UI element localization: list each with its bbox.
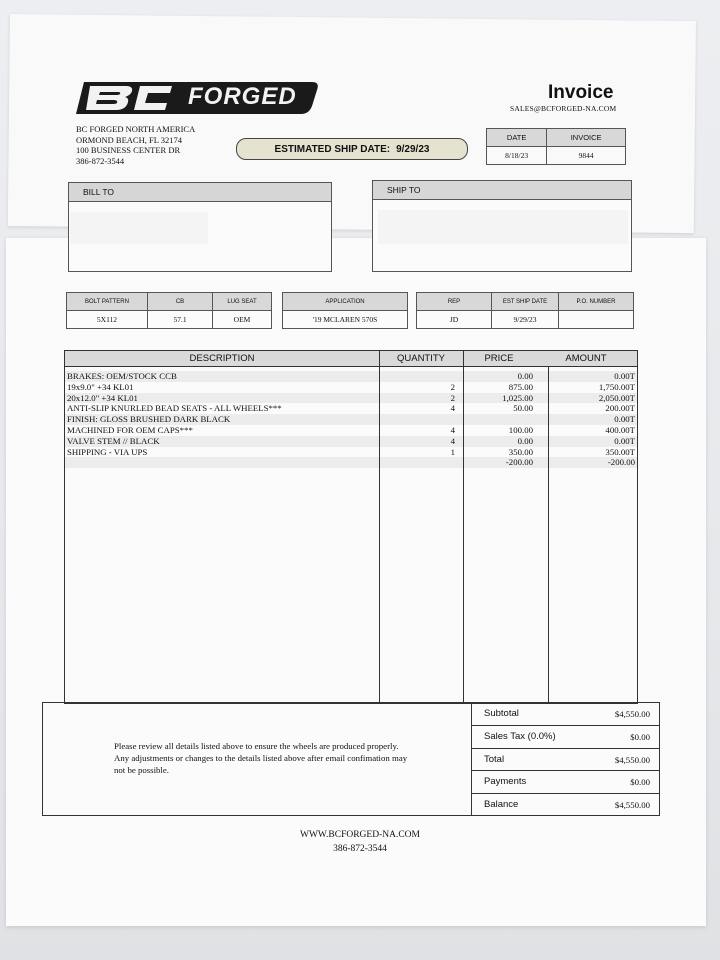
amount-header: AMOUNT [535, 351, 637, 367]
line-amount: 0.00T [614, 371, 635, 381]
cb-header: CB [148, 293, 213, 311]
bolt-pattern-value: 5X112 [67, 311, 148, 329]
bill-to-label: BILL TO [69, 183, 331, 202]
estimated-ship-date [236, 138, 468, 160]
line-quantity: 1 [450, 446, 455, 457]
totals-value: $0.00 [630, 777, 650, 788]
ship-to-label: SHIP TO [373, 181, 631, 200]
divider [463, 351, 464, 703]
line-amount: 2,050.00T [598, 392, 635, 403]
line-items-table [64, 350, 638, 704]
invoice-number: 9844 [547, 147, 626, 165]
totals-label: Total [484, 753, 505, 765]
totals-row-payments [471, 770, 660, 793]
terms-note: Please review all details listed above to ensure the wheels are produced properly. Any adjustments or changes to the details listed above after email confimation may not be possible. [114, 741, 408, 775]
totals-value: $4,550.00 [614, 799, 650, 810]
line-price: 350.00 [508, 446, 533, 457]
divider [548, 367, 549, 703]
order-meta-table [416, 292, 634, 329]
table-row [65, 425, 637, 436]
line-price: 50.00 [513, 403, 533, 414]
totals-label: Sales Tax (0.0%) [484, 731, 556, 743]
line-quantity: 4 [450, 403, 455, 414]
totals-row-total [471, 748, 660, 771]
line-description: 20x12.0" +34 KL01 [67, 392, 138, 403]
line-price: 1,025.00 [502, 392, 533, 403]
line-amount: 200.00T [605, 403, 635, 414]
line-quantity: 2 [450, 392, 455, 403]
description-header: DESCRIPTION [65, 351, 379, 367]
price-header: PRICE [463, 351, 535, 367]
rep-header: REP [417, 293, 492, 311]
po-number-header: P.O. NUMBER [559, 293, 634, 311]
totals-label: Subtotal [484, 708, 519, 719]
company-name: BC FORGED NORTH AMERICA [76, 124, 196, 134]
line-price: 100.00 [508, 425, 533, 435]
table-row [65, 403, 637, 414]
footer-website: WWW.BCFORGED-NA.COM [300, 830, 420, 840]
line-quantity: 4 [450, 435, 455, 446]
totals-label: Balance [484, 798, 519, 810]
date-invoice-box [486, 128, 626, 165]
totals-value: $4,550.00 [614, 709, 650, 719]
bill-to-redaction [70, 212, 208, 244]
wheel-spec-table [66, 292, 272, 329]
company-city: ORMOND BEACH, FL 32174 [76, 134, 182, 145]
cb-value: 57.1 [148, 311, 213, 329]
est-ship-label: ESTIMATED SHIP DATE: [274, 143, 391, 155]
bolt-pattern-header: BOLT PATTERN [67, 293, 148, 311]
line-amount: -200.00 [607, 457, 635, 468]
date-value: 8/18/23 [487, 147, 547, 165]
footer [0, 828, 720, 856]
est-ship-value: 9/29/23 [396, 143, 430, 155]
ship-to-redaction [378, 210, 628, 244]
lug-seat-header: LUG SEAT [213, 293, 272, 311]
divider [379, 351, 380, 703]
line-description: 19x9.0" +34 KL01 [67, 381, 134, 392]
totals-value: $0.00 [630, 732, 650, 743]
application-value: '19 MCLAREN 570S [283, 311, 408, 329]
line-quantity: 4 [450, 425, 455, 435]
application-header: APPLICATION [283, 293, 408, 311]
line-price: 875.00 [508, 381, 533, 392]
line-description: FINISH: GLOSS BRUSHED DARK BLACK [67, 414, 231, 425]
line-amount: 1,750.00T [598, 381, 635, 392]
line-description: MACHINED FOR OEM CAPS*** [67, 425, 193, 435]
table-row [65, 457, 637, 468]
est-ship-date-header: EST SHIP DATE [492, 293, 559, 311]
company-phone: 386-872-3544 [76, 155, 125, 166]
line-description: BRAKES: OEM/STOCK CCB [67, 371, 177, 381]
quantity-header: QUANTITY [379, 351, 463, 367]
line-amount: 350.00T [605, 446, 635, 457]
company-address [76, 124, 195, 166]
table-row [65, 447, 637, 458]
table-row [65, 393, 637, 404]
application-table [282, 292, 408, 329]
table-row [65, 414, 637, 425]
logo-forged-word: FORGED [188, 83, 297, 110]
invoice-title: Invoice [548, 82, 614, 103]
line-description: ANTI-SLIP KNURLED BEAD SEATS - ALL WHEELS*** [67, 403, 282, 414]
invoice-header: INVOICE [547, 129, 626, 147]
line-amount: 400.00T [605, 425, 635, 435]
line-quantity: 2 [450, 381, 455, 392]
company-street: 100 BUSINESS CENTER DR [76, 145, 181, 155]
line-price: 0.00 [517, 371, 533, 381]
footer-phone: 386-872-3544 [333, 844, 387, 854]
totals-label: Payments [484, 776, 527, 788]
line-price: -200.00 [505, 457, 533, 468]
totals-row-balance [471, 793, 660, 816]
table-row [65, 436, 637, 447]
sales-email: SALES@BCFORGED-NA.COM [510, 104, 617, 113]
line-amount: 0.00T [614, 414, 635, 425]
totals-row-sales [471, 725, 660, 748]
lug-seat-value: OEM [213, 311, 272, 329]
est-ship-date-value: 9/29/23 [492, 311, 559, 329]
totals-value: $4,550.00 [614, 754, 650, 765]
line-price: 0.00 [517, 435, 533, 446]
totals-row-subtotal [471, 703, 660, 725]
line-description: VALVE STEM // BLACK [67, 435, 160, 446]
rep-value: JD [417, 311, 492, 329]
line-amount: 0.00T [614, 435, 635, 446]
table-row [65, 382, 637, 393]
table-row [65, 371, 637, 382]
date-header: DATE [487, 129, 547, 147]
line-description: SHIPPING - VIA UPS [67, 446, 148, 457]
po-number-value [559, 311, 634, 329]
